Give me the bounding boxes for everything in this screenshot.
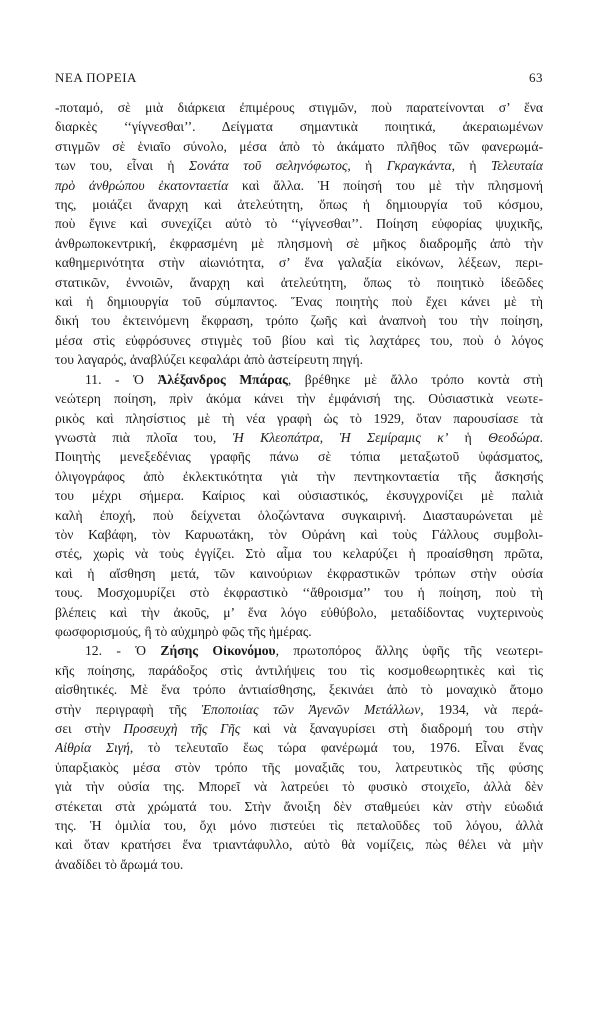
- text-segment: καὶ νὰ ξαναγυρίσει στὴ διαδρομή του στὴν: [240, 721, 543, 736]
- text-line: [55, 700, 543, 719]
- text-segment: σει στὴν: [55, 721, 124, 736]
- text-segment: ἀναδίδει τὸ ἄρωμά του.: [55, 856, 184, 872]
- text-segment: αἰσθητικές. Μὲ ἕνα τρόπο ἀντιαίσθησης, ξεκινάει ἀπὸ τὸ μοναχικὸ ἄτομο: [55, 682, 543, 698]
- text-line: [55, 738, 543, 757]
- italic-text: πρὸ ἀνθρώπου ἑκατονταετία: [55, 177, 229, 193]
- text-line: [55, 117, 543, 136]
- text-line: [55, 156, 543, 175]
- text-line: [55, 214, 543, 233]
- italic-text: Αἰθρία Σιγή: [55, 740, 130, 756]
- text-line: [55, 311, 543, 330]
- text-line: [55, 447, 543, 466]
- text-line: [55, 680, 543, 699]
- text-segment: ρικὸς καὶ πλησίστιος μὲ τὴ νέα γραφὴ ὡς τὸ 1929, ὅταν παρουσίασε τὰ: [55, 410, 543, 426]
- text-line: [55, 273, 543, 292]
- running-title: ΝΕΑ ΠΟΡΕΙΑ: [55, 70, 137, 85]
- text-line: [55, 855, 543, 874]
- italic-text: Ἐποποιίας τῶν Ἀγενῶν Μετάλλων: [201, 701, 421, 717]
- text-segment: στιγμῶν σὲ ἑνιαῖο σύνολο, μέσα ἀπὸ τὸ ἀκάματο πλῆθος τῶν φανερωμά-: [55, 138, 543, 154]
- text-line: [55, 835, 543, 854]
- text-segment: , βρέθηκε μὲ ἄλλο τρόπο κοντὰ στὴ: [287, 371, 543, 387]
- text-line: [55, 195, 543, 214]
- text-line: [55, 176, 543, 195]
- italic-text: Τελευταία: [490, 158, 543, 174]
- text-line: [55, 622, 543, 641]
- text-segment: καθημερινότητα στὴν αἰωνιότητα, σ’ ἕνα γαλαξία εἰκόνων, λέξεων, περι-: [55, 255, 543, 271]
- text-segment: ποὺ ἔγινε καὶ συνεχίζει αὐτὸ τὸ ‘‘γίγνεσθαι’’. Ποίηση εὐφορίας ψυχικῆς,: [55, 216, 543, 232]
- text-segment: φωσφορισμούς, ἢ τὸ αὐχμηρὸ φῶς τῆς ἡμέρας.: [55, 623, 312, 639]
- text-segment: ἡ: [448, 429, 489, 445]
- page-header: [55, 70, 543, 88]
- text-line: [55, 603, 543, 622]
- text-segment: στές, χωρὶς νὰ τοὺς ἐγγίζει. Στὸ αἷμα του κελαρύζει ἡ προαίσθηση πρῶτα,: [55, 546, 543, 562]
- text-segment: καλὴ ἐποχή, ποὺ δείχνεται ὁλοζώντανα συγκαιρινή. Διασταυρώνεται μὲ: [55, 507, 543, 523]
- text-segment: της, μοιάζει ἄναρχη καὶ ἀτελεύτητη, ὅπως ἡ δημιουργία τοῦ κόσμου,: [55, 197, 543, 213]
- text-line: [55, 428, 543, 447]
- text-segment: , πρωτοπόρος ἄλλης ὑφῆς τῆς νεωτερι-: [275, 643, 543, 659]
- italic-text: Ἡ Κλεοπάτρα: [232, 429, 320, 445]
- text-line: [55, 583, 543, 602]
- text-line: [55, 467, 543, 486]
- text-line: [55, 758, 543, 777]
- italic-text: Γκραγκάντα: [386, 158, 452, 174]
- text-line: [55, 486, 543, 505]
- text-line: [55, 137, 543, 156]
- text-segment: 12. - Ὁ: [85, 643, 161, 659]
- text-line: [55, 389, 543, 408]
- text-line: [55, 370, 543, 389]
- text-line: [55, 777, 543, 796]
- text-segment: , τὸ τελευταῖο ἕως τώρα φανέρωμά του, 1976. Εἶναι ἕνας: [129, 740, 543, 756]
- text-segment: στέκεται στὰ χρώματά του. Στὴν ἄνοιξη δὲν σταθμεύει κὰν στὴν εὐωδιά: [55, 798, 543, 814]
- text-line: [55, 253, 543, 272]
- text-segment: μέσα στὶς εὐφρόσυνες στιγμὲς τοῦ βίου καὶ τὶς λαχτάρες του, ποὺ ὁ λόγος: [55, 332, 543, 348]
- text-segment: καὶ ἡ δημιουργία τοῦ σύμπαντος. Ἕνας ποιητὴς ποὺ ἔχει κάνει μὲ τὴ: [55, 294, 543, 310]
- text-segment: , 1934, νὰ περά-: [420, 701, 543, 717]
- text-segment: δική του ἐκτεινόμενη ἔκφραση, τρόπο ζωῆς καὶ ἀναπνοὴ του τὴν ποίηση,: [55, 313, 543, 329]
- text-line: [55, 409, 543, 428]
- text-segment: ὑπαρξιακὸς μέσα στὸν τρόπο τῆς μοναξιᾶς του, λατρευτικὸς τῆς φύσης: [55, 759, 543, 775]
- text-segment: -ποταμό, σὲ μιὰ διάρκεια ἐπιμέρους στιγμῶν, ποὺ παρατείνονται σ’ ἕνα: [55, 100, 543, 115]
- text-segment: βλέπεις καὶ τὴν ἀκοῦς, μ’ ἕνα λόγο εὐθύβολο, μεταδίδοντας νυχτερινοὺς: [55, 604, 543, 620]
- text-segment: διαρκὲς ‘‘γίγνεσθαι’’. Δείγματα σημαντικὰ ποιητικά, ἀκεραιωμένων: [55, 119, 543, 135]
- text-line: [55, 331, 543, 350]
- text-segment: του μέχρι σήμερα. Καίριος καὶ οὐσιαστικός, ἐκσυγχρονίζει μὲ παλιὰ: [55, 488, 543, 504]
- text-segment: των του, εἶναι ἡ: [55, 158, 189, 174]
- page-number: 63: [529, 70, 543, 85]
- bold-name: Ἀλέξανδρος Μπάρας: [157, 371, 288, 387]
- text-segment: καὶ ἡ αἴσθηση μετά, τῶν καινούριων ἐκφραστικῶν τρόπων στὴν οὐσία: [55, 565, 543, 581]
- text-segment: Ποιητὴς μενεξεδένιας γραφῆς πάνω σὲ τόπια μεταξωτοῦ ὑφάσματος,: [55, 449, 543, 465]
- text-segment: 11. - Ὁ: [85, 371, 158, 387]
- text-segment: , ἡ: [347, 158, 387, 174]
- italic-text: Ἡ Σεμίραμις κ’: [339, 429, 449, 445]
- text-segment: , ἡ: [451, 158, 491, 174]
- text-segment: ἀνθρωποκεντρική, ἐκφρασμένη μὲ πλησμονὴ σὲ μῆκος διαδρομῆς ἀπὸ τὴν: [55, 235, 543, 251]
- text-line: [55, 234, 543, 253]
- text-line: [55, 292, 543, 311]
- text-segment: ὀλιγογράφος ἀπὸ ἐκλεκτικότητα γιὰ τὴν πεντηκονταετία τῆς ἄσκησής: [55, 468, 543, 484]
- text-line: [55, 98, 543, 117]
- text-segment: γιὰ τὴν οὐσία της. Μπορεῖ νὰ λατρεύει τὸ φυσικὸ στοιχεῖο, ἀλλὰ δὲν: [55, 779, 543, 795]
- text-segment: καὶ ἄλλα. Ἡ ποίησή του μὲ τὴν πλησμονή: [228, 177, 543, 193]
- text-segment: τους. Μοσχομυρίζει στὸ ἐκφραστικὸ ‘‘ἄθροισμα’’ του ἡ ποίηση, ποὺ τὴ: [55, 585, 543, 601]
- text-segment: καὶ ὅταν κρατήσει ἕνα τριαντάφυλλο, αὐτὸ θὰ νομίζεις, πὼς θέλει νὰ μὴν: [55, 837, 543, 853]
- italic-text: Σονάτα τοῦ σεληνόφωτος: [188, 158, 348, 174]
- text-segment: τὸν Καβάφη, τὸν Καρυωτάκη, τὸν Οὐράνη καὶ τοὺς Γάλλους συμβολι-: [55, 526, 543, 542]
- text-line: [55, 544, 543, 563]
- text-line: [55, 525, 543, 544]
- text-segment: του λαγαρός, ἀναβλύζει κεφαλάρι ἀπὸ ἀστείρευτη πηγή.: [55, 352, 363, 368]
- body-text: [55, 98, 543, 874]
- italic-text: Θεοδώρα: [488, 429, 540, 445]
- text-line: [55, 564, 543, 583]
- text-line: [55, 350, 543, 369]
- text-segment: νεώτερη ποίηση, πρὶν ἀκόμα κάνει τὴν ἐμφάνισή της. Οὐσιαστικὰ νεωτε-: [55, 391, 543, 407]
- text-line: [55, 816, 543, 835]
- bold-name: Ζήσης Οἰκονόμου: [160, 643, 276, 659]
- text-line: [55, 797, 543, 816]
- text-line: [55, 506, 543, 525]
- text-segment: στατικῶν, ἐννοιῶν, ἄναρχη καὶ ἀτελεύτητη, ὅπως τὸ ποιητικὸ ἰδεῶδες: [55, 274, 543, 290]
- text-segment: .: [539, 429, 543, 445]
- text-segment: στὴν περιγραφὴ τῆς: [55, 701, 202, 717]
- text-segment: ,: [319, 429, 340, 445]
- text-segment: κῆς ποίησης, παράδοξος στὶς ἀντιλήψεις του τὶς κοσμοθεωρητικὲς καὶ τὶς: [55, 662, 543, 678]
- text-line: [55, 661, 543, 680]
- text-line: [55, 719, 543, 738]
- italic-text: Προσευχὴ τῆς Γῆς: [123, 721, 241, 736]
- text-line: [55, 641, 543, 660]
- text-segment: της. Ἡ ὁμιλία του, ὄχι μόνο πιστεύει τὶς πεταλοῦδες τοῦ λόγου, ἀλλὰ: [55, 818, 543, 834]
- text-segment: γνωστὰ πιὰ πλοῖα του,: [55, 429, 233, 445]
